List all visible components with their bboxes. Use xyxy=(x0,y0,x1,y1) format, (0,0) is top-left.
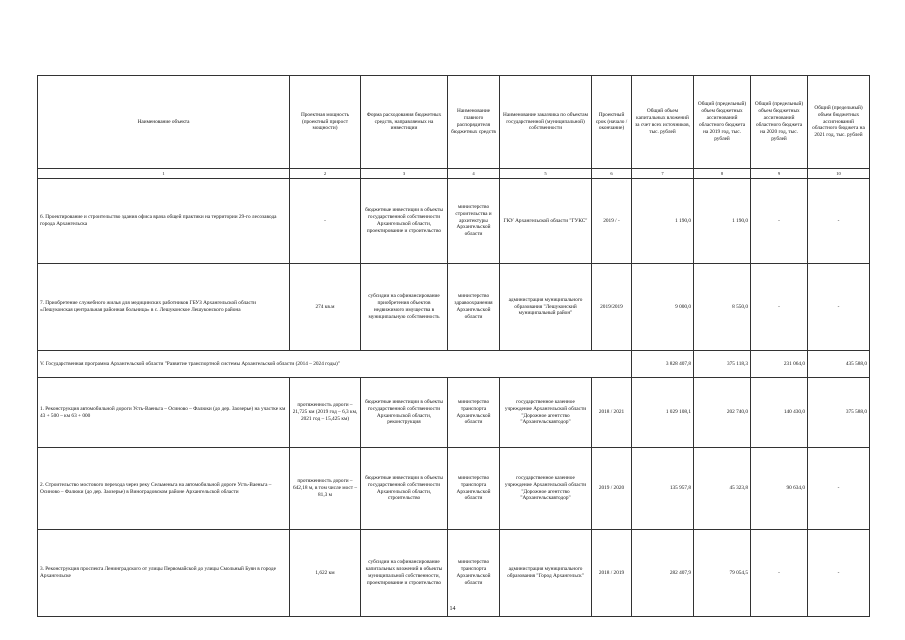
customer-cell: администрация муниципального образования "Город Архангельск" xyxy=(500,530,592,617)
term-cell: 2019 / - xyxy=(592,179,632,264)
column-number: 2 xyxy=(290,169,361,179)
column-number: 4 xyxy=(448,169,500,179)
column-number: 10 xyxy=(808,169,870,179)
section-budget-2020: 231 064,0 xyxy=(751,351,808,378)
budget-2019-cell: 79 054,5 xyxy=(694,530,751,617)
customer-cell: государственное казенное учреждение Архангельской области "Дорожное агентство "Архангельскавтодор" xyxy=(500,378,592,448)
customer-cell: администрация муниципального образования "Лешуконский муниципальный район" xyxy=(500,264,592,351)
column-number: 1 xyxy=(38,169,290,179)
column-number: 9 xyxy=(751,169,808,179)
header-cell: Форма расходования бюджетных средств, направляемых на инвестиции xyxy=(361,76,448,169)
header-cell: Общий (предельный) объем бюджетных ассигнований областного бюджета на 2021 год, тыс. рублей xyxy=(808,76,870,169)
section-budget-2019: 375 118,3 xyxy=(694,351,751,378)
table-row xyxy=(38,264,870,351)
header-cell: Проектная мощность (проектный прирост мощности) xyxy=(290,76,361,169)
object-name-cell: 3. Реконструкция проспекта Ленинградского от улицы Первомайской до улицы Смольный Буян в городе Архангельске xyxy=(38,530,290,617)
capacity-cell: 274 кв.м xyxy=(290,264,361,351)
column-number: 6 xyxy=(592,169,632,179)
budget-2020-cell: - xyxy=(751,264,808,351)
investment-table xyxy=(37,75,870,617)
section-total-volume: 3 828 407,8 xyxy=(632,351,694,378)
term-cell: 2018 / 2019 xyxy=(592,530,632,617)
section-title: V. Государственная программа Архангельской области "Развитие транспортной системы Архангельской области (2014 – 2024 годы)" xyxy=(38,351,632,378)
budget-2021-cell: - xyxy=(808,264,870,351)
table-row xyxy=(38,530,870,617)
table-row xyxy=(38,179,870,264)
capacity-cell: протяженность дороги – 642,18 м, в том числе мост – 81,3 м xyxy=(290,448,361,530)
header-cell: Общий (предельный) объем бюджетных ассигнований областного бюджета на 2019 год, тыс. рублей xyxy=(694,76,751,169)
object-name-cell: 6. Проектирование и строительство здания офиса врача общей практики на территории 29-го лесозавода города Архангельска xyxy=(38,179,290,264)
header-cell: Проектный срок (начало / окончание) xyxy=(592,76,632,169)
budget-manager-cell: министерство транспорта Архангельской области xyxy=(448,448,500,530)
section-budget-2021: 435 588,0 xyxy=(808,351,870,378)
funding-form-cell: субсидии на софинансирование приобретения объектов недвижимого имущества в муниципальную собственность xyxy=(361,264,448,351)
budget-2021-cell: - xyxy=(808,179,870,264)
budget-2019-cell: 202 740,0 xyxy=(694,378,751,448)
column-number: 5 xyxy=(500,169,592,179)
budget-2020-cell: 140 430,0 xyxy=(751,378,808,448)
budget-2021-cell: 375 588,0 xyxy=(808,378,870,448)
budget-manager-cell: министерство здравоохранения Архангельской области xyxy=(448,264,500,351)
column-number: 7 xyxy=(632,169,694,179)
capacity-cell: протяженность дороги – 21,725 км (2019 год – 6,3 км, 2021 год – 15,425 км) xyxy=(290,378,361,448)
customer-cell: государственное казенное учреждение Архангельской области "Дорожное агентство "Архангельскавтодор" xyxy=(500,448,592,530)
term-cell: 2019/2019 xyxy=(592,264,632,351)
object-name-cell: 7. Приобретение служебного жилья для медицинских работников ГБУЗ Архангельской области «Лешуконская центральная районная больница» в с. Лешуконское Лешуконского района xyxy=(38,264,290,351)
budget-2019-cell: 8 550,0 xyxy=(694,264,751,351)
total-volume-cell: 282 407,9 xyxy=(632,530,694,617)
object-name-cell: 2. Строительство мостового перехода через реку Сельменьга на автомобильной дороге Усть-Ваеньга – Осиново – Фалюки (до дер. Заозерье) в Виноградовском районе Архангельской области xyxy=(38,448,290,530)
budget-2020-cell: - xyxy=(751,179,808,264)
funding-form-cell: бюджетные инвестиции в объекты государственной собственности Архангельской области, реконструкция xyxy=(361,378,448,448)
funding-form-cell: субсидии на софинансирование капитальных вложений в объекты муниципальной собственности, проектирование и строительство xyxy=(361,530,448,617)
total-volume-cell: 1 190,0 xyxy=(632,179,694,264)
header-cell: Наименование заказчика по объектам государственной (муниципальной) собственности xyxy=(500,76,592,169)
budget-2021-cell: - xyxy=(808,448,870,530)
column-number-row xyxy=(38,169,870,179)
header-cell: Общий объем капитальных вложений за счет всех источников, тыс. рублей xyxy=(632,76,694,169)
section-row xyxy=(38,351,870,378)
customer-cell: ГКУ Архангельской области "ГУКС" xyxy=(500,179,592,264)
term-cell: 2019 / 2020 xyxy=(592,448,632,530)
table-row xyxy=(38,448,870,530)
funding-form-cell: бюджетные инвестиции в объекты государственной собственности Архангельской области, строительство xyxy=(361,448,448,530)
column-number: 8 xyxy=(694,169,751,179)
budget-2021-cell: - xyxy=(808,530,870,617)
header-cell: Наименование главного распорядителя бюджетных средств xyxy=(448,76,500,169)
total-volume-cell: 1 029 108,1 xyxy=(632,378,694,448)
budget-manager-cell: министерство транспорта Архангельской области xyxy=(448,530,500,617)
total-volume-cell: 9 000,0 xyxy=(632,264,694,351)
page-number: 14 xyxy=(449,606,456,612)
budget-2020-cell: - xyxy=(751,530,808,617)
budget-2020-cell: 90 634,0 xyxy=(751,448,808,530)
header-cell: Общий (предельный) объем бюджетных ассигнований областного бюджета на 2020 год, тыс. рублей xyxy=(751,76,808,169)
funding-form-cell: бюджетные инвестиции в объекты государственной собственности Архангельской области, проектирование и строительство xyxy=(361,179,448,264)
capacity-cell: - xyxy=(290,179,361,264)
term-cell: 2018 / 2021 xyxy=(592,378,632,448)
table-row xyxy=(38,378,870,448)
header-cell: Наименование объекта xyxy=(38,76,290,169)
table-header-row xyxy=(38,76,870,169)
budget-2019-cell: 45 323,8 xyxy=(694,448,751,530)
budget-manager-cell: министерство транспорта Архангельской области xyxy=(448,378,500,448)
total-volume-cell: 135 957,8 xyxy=(632,448,694,530)
budget-manager-cell: министерство строительства и архитектуры Архангельской области xyxy=(448,179,500,264)
budget-2019-cell: 1 190,0 xyxy=(694,179,751,264)
object-name-cell: 1. Реконструкция автомобильной дороги Усть-Ваеньга – Осиново – Фалюки (до дер. Заозерье) на участке км 43 + 500 – км 63 + 000 xyxy=(38,378,290,448)
capacity-cell: 1,622 км xyxy=(290,530,361,617)
column-number: 3 xyxy=(361,169,448,179)
